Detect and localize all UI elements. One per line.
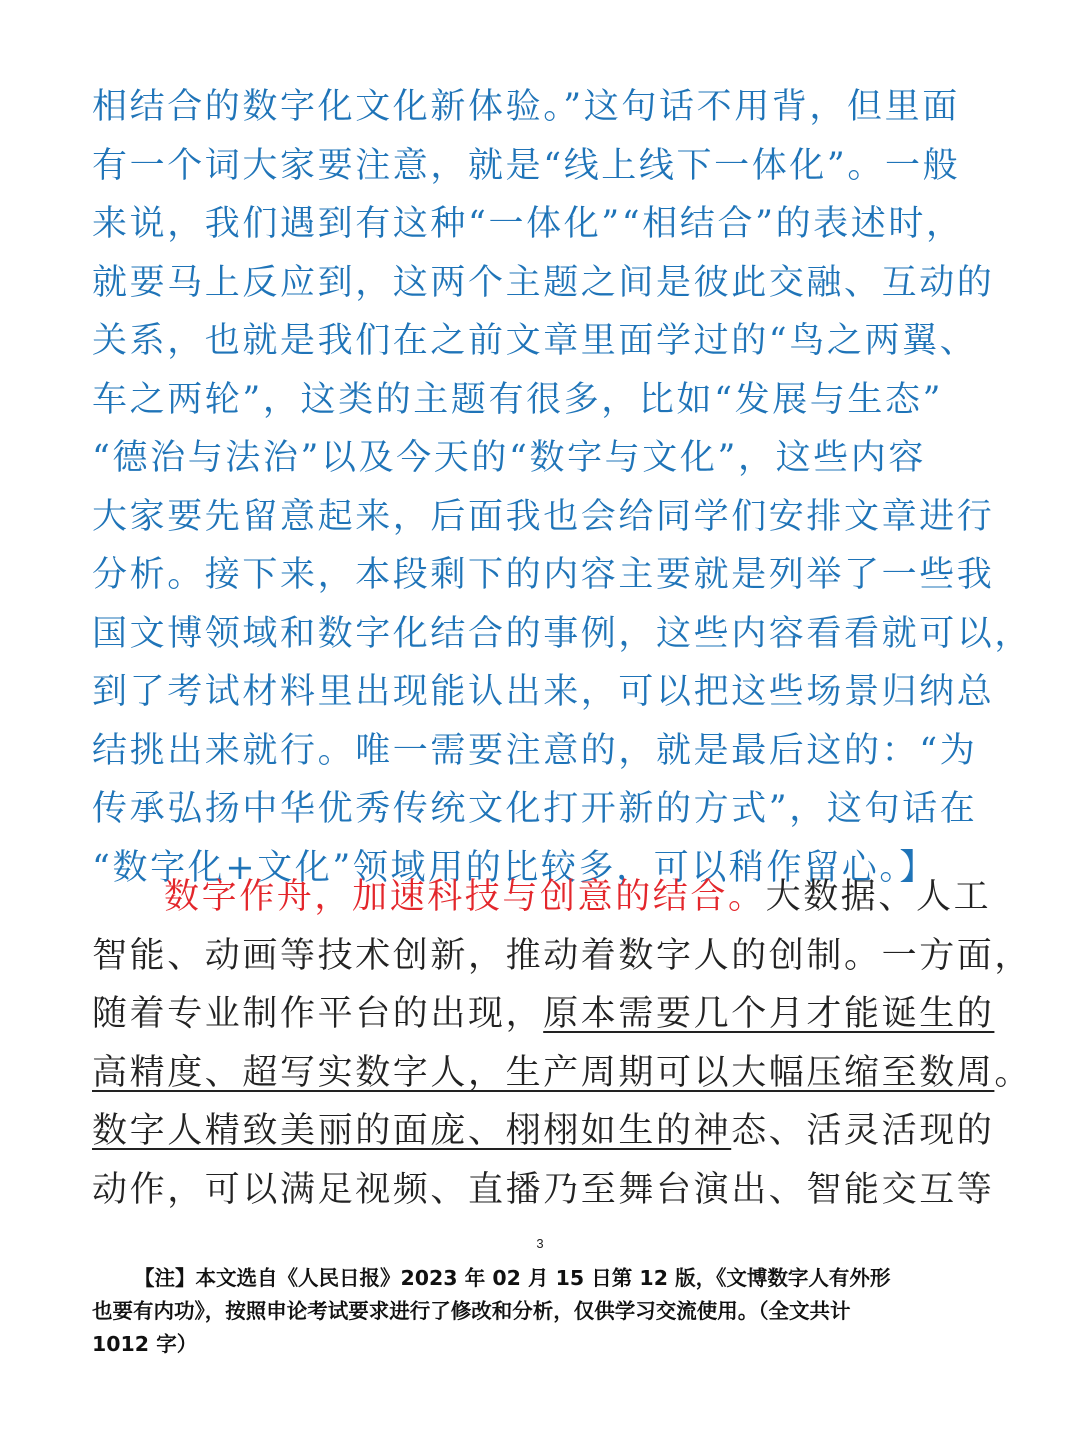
page-number: 3 — [536, 1236, 544, 1251]
footnote — [92, 1262, 992, 1361]
body-text: 。 — [994, 1052, 1033, 1093]
body-line: 动作，可以满足视频、直播乃至舞台演出、智能交互等 — [92, 1169, 995, 1210]
underlined-text: 数字人精致美丽的面庞、栩栩如生的神 — [92, 1111, 732, 1151]
footnote-line: 也要有内功》，按照申论考试要求进行了修改和分析，仅供学习交流使用。（全文共计 — [92, 1299, 851, 1323]
analysis-line: 大家要先留意起来，后面我也会给同学们安排文章进行 — [92, 496, 995, 537]
underlined-text: 高精度、超写实数字人，生产周期可以大幅压缩至数周 — [92, 1052, 995, 1093]
analysis-line: 传承弘扬中华优秀传统文化打开新的方式”，这句话在 — [92, 789, 978, 829]
analysis-line: “德治与法治”以及今天的“数字与文化”，这些内容 — [92, 438, 926, 478]
analysis-line: 相结合的数字化文化新体验。”这句话不用背，但里面 — [92, 87, 960, 127]
body-line — [92, 868, 992, 927]
underlined-text: 原本需要几个月才能诞生的 — [543, 994, 995, 1034]
body-paragraph — [92, 868, 1033, 1219]
body-text: 随着专业制作平台的出现， — [92, 994, 544, 1034]
analysis-line: 来说，我们遇到有这种“一体化”“相结合”的表述时， — [92, 204, 964, 244]
body-line — [92, 1044, 1033, 1103]
analysis-line: 国文博领域和数字化结合的事例，这些内容看看就可以， — [92, 613, 1033, 654]
analysis-line: 就要马上反应到，这两个主题之间是彼此交融、互动的 — [92, 262, 995, 303]
analysis-line: 结挑出来就行。唯一需要注意的，就是最后这的：“为 — [92, 730, 978, 771]
body-line: 智能、动画等技术创新，推动着数字人的创制。一方面， — [92, 935, 1033, 976]
body-line — [92, 1102, 995, 1161]
analysis-line: 到了考试材料里出现能认出来，可以把这些场景归纳总 — [92, 672, 995, 712]
analysis-line: “数字化+文化”领域用的比较多，可以稍作留心。】 — [92, 847, 938, 888]
analysis-line: 车之两轮”，这类的主题有很多，比如“发展与生态” — [92, 379, 944, 420]
analysis-line: 有一个词大家要注意，就是“线上线下一体化”。一般 — [92, 145, 961, 186]
body-text: 态、活灵活现的 — [731, 1111, 995, 1151]
footnote-line: 【注】本文选自《人民日报》2023 年 02 月 15 日第 12 版，《文博数字人有外形 — [134, 1266, 891, 1290]
footnote-line: 1012 字） — [92, 1332, 198, 1356]
analysis-line: 分析。接下来，本段剩下的内容主要就是列举了一些我 — [92, 555, 995, 595]
body-text: 大数据、人工 — [765, 877, 992, 917]
analysis-line: 关系，也就是我们在之前文章里面学过的“鸟之两翼、 — [92, 321, 978, 361]
section-heading: 数字作舟，加速科技与创意的结合。 — [164, 877, 766, 917]
analysis-paragraph — [92, 78, 1033, 897]
body-line — [92, 985, 995, 1044]
